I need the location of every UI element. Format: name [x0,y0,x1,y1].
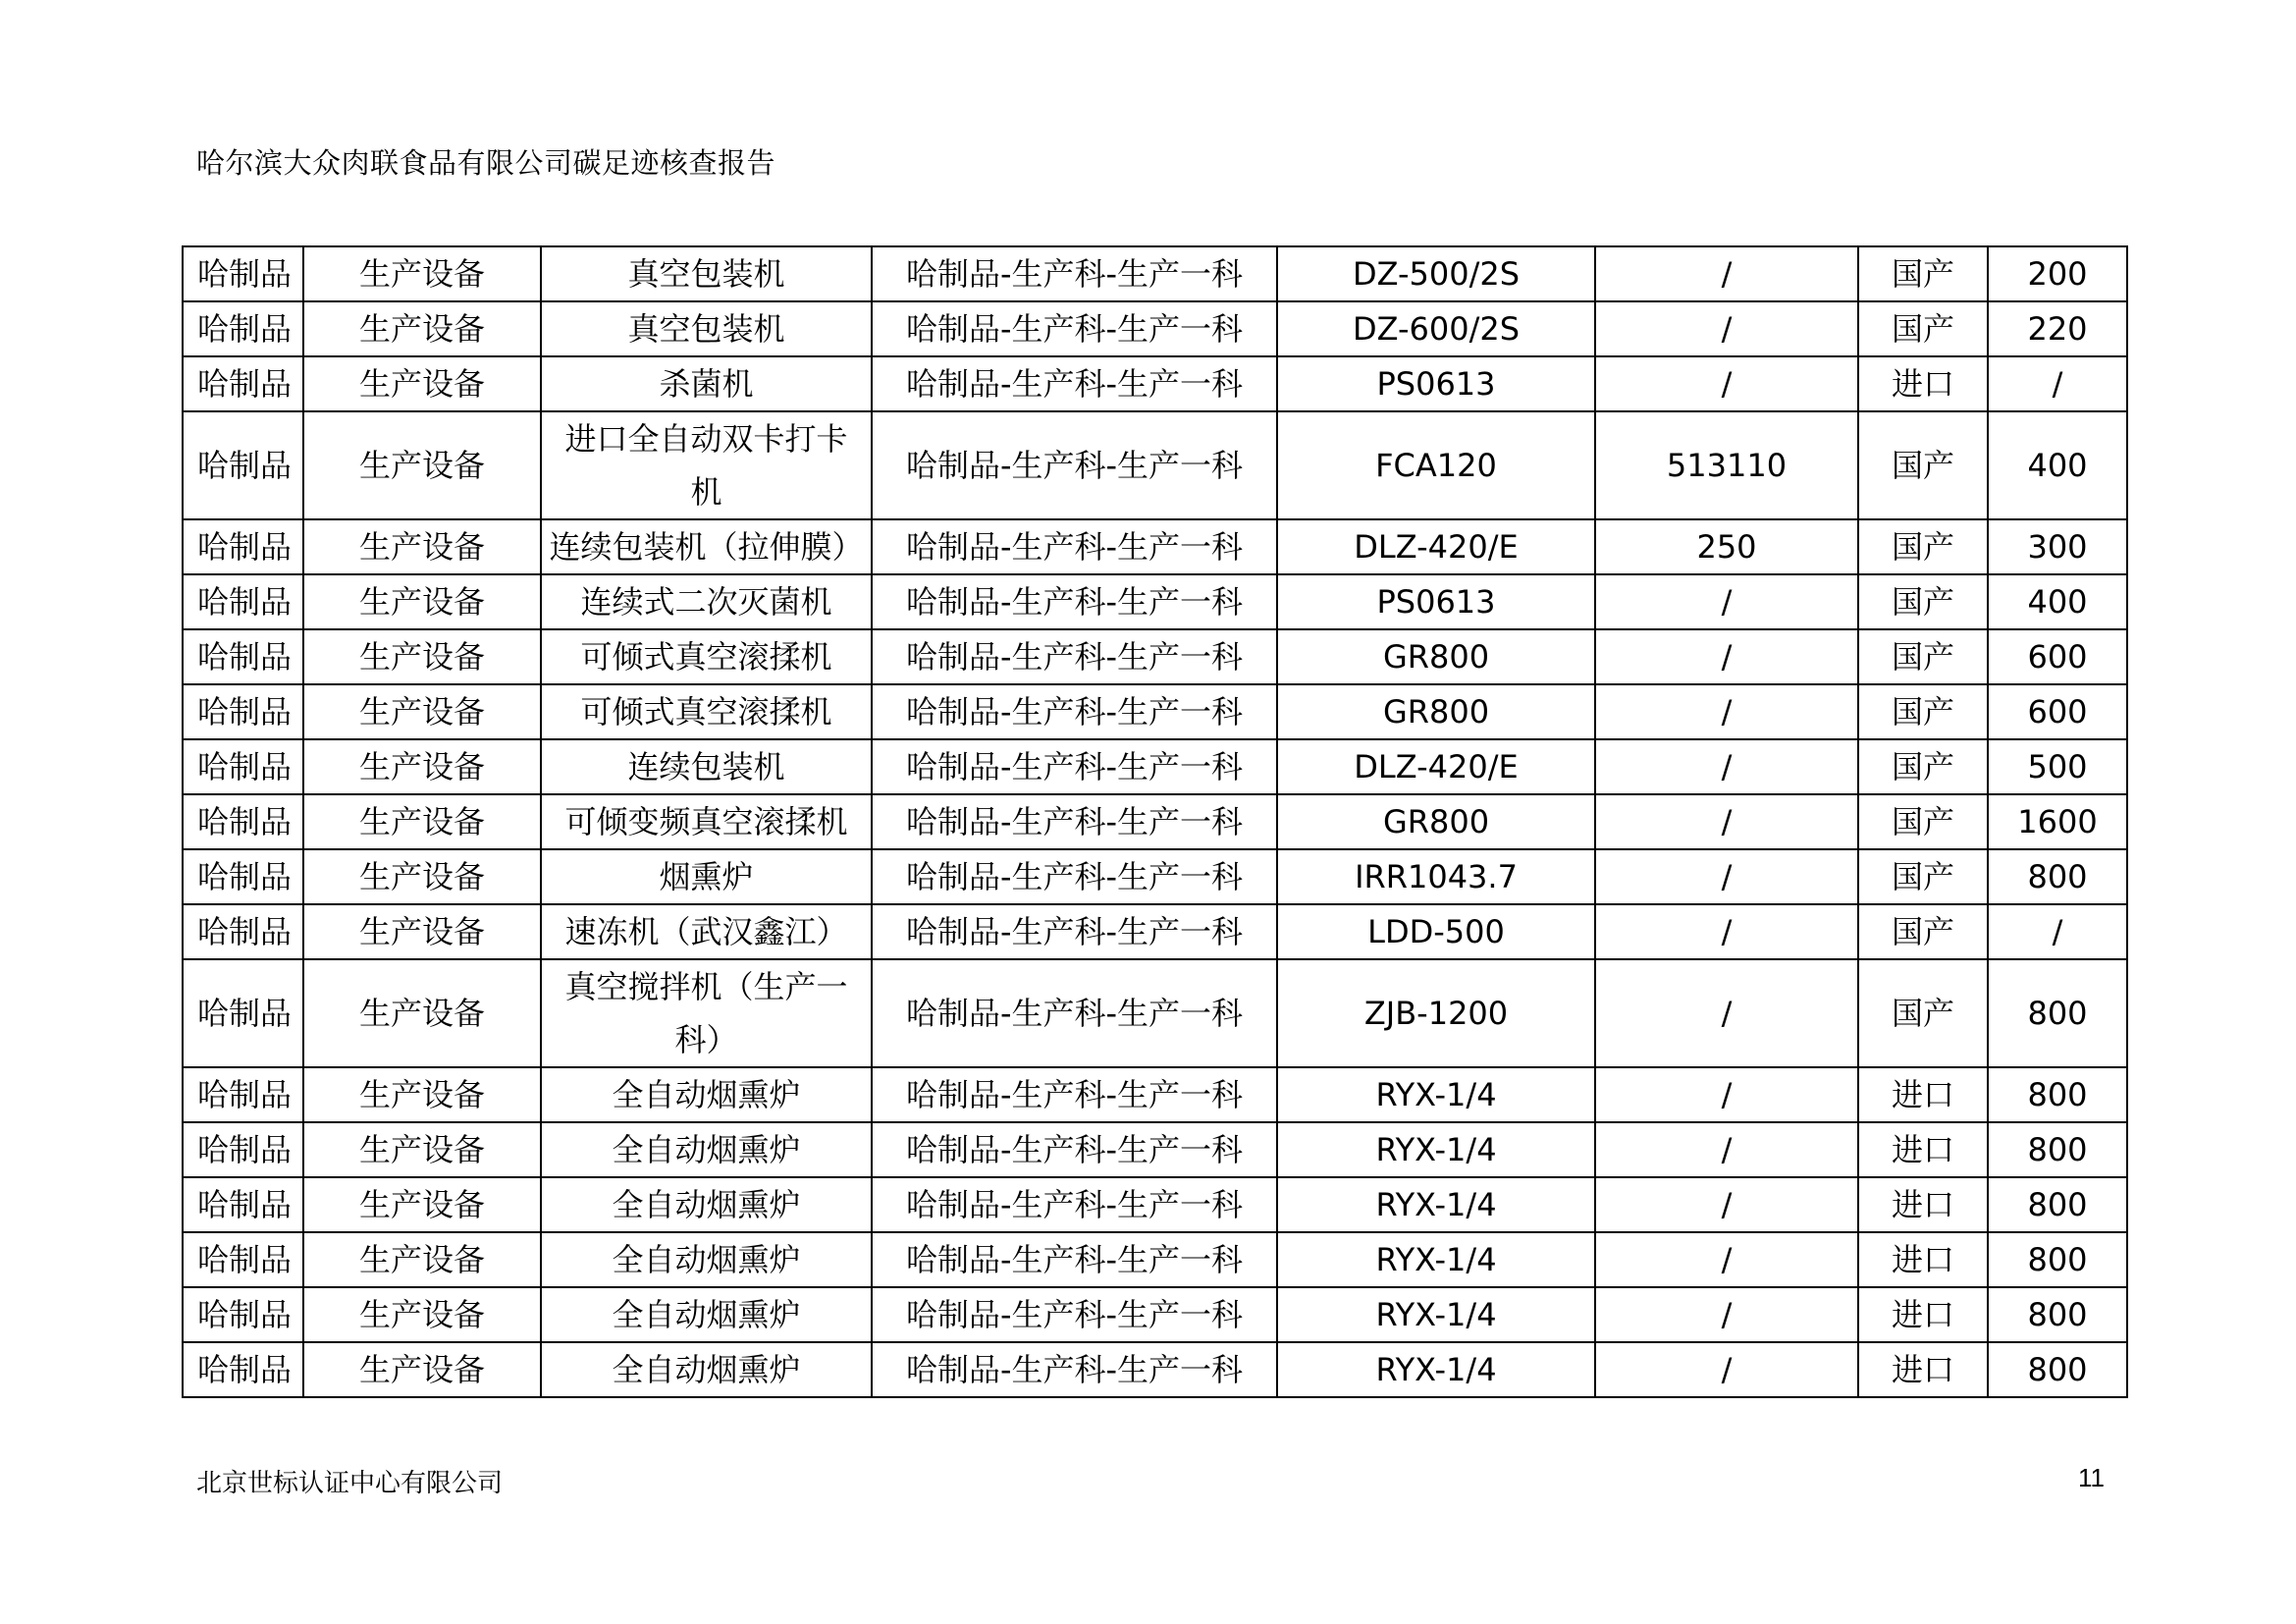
table-row [183,739,2127,794]
cell-value: 800 [1988,849,2127,904]
cell-origin: 国产 [1858,301,1988,356]
cell-unit: 哈制品 [183,301,303,356]
cell-equipment-name: 连续包装机 [541,739,872,794]
cell-value: 200 [1988,246,2127,301]
cell-category: 生产设备 [303,684,541,739]
cell-unit: 哈制品 [183,574,303,629]
cell-equipment-name: 全自动烟熏炉 [541,1177,872,1232]
cell-col6: / [1595,959,1858,1067]
cell-equipment-name: 全自动烟熏炉 [541,1232,872,1287]
table-row [183,574,2127,629]
table-row [183,1122,2127,1177]
table-row [183,1287,2127,1342]
cell-origin: 国产 [1858,629,1988,684]
cell-category: 生产设备 [303,519,541,574]
cell-department: 哈制品-生产科-生产一科 [872,356,1277,411]
cell-col6: / [1595,1177,1858,1232]
cell-department: 哈制品-生产科-生产一科 [872,1122,1277,1177]
cell-department: 哈制品-生产科-生产一科 [872,794,1277,849]
cell-equipment-name: 真空包装机 [541,301,872,356]
cell-value: 800 [1988,1122,2127,1177]
cell-model: RYX-1/4 [1277,1342,1595,1397]
cell-department: 哈制品-生产科-生产一科 [872,959,1277,1067]
cell-col6: / [1595,356,1858,411]
table-row [183,519,2127,574]
cell-col6: / [1595,301,1858,356]
cell-department: 哈制品-生产科-生产一科 [872,1342,1277,1397]
cell-category: 生产设备 [303,574,541,629]
cell-department: 哈制品-生产科-生产一科 [872,301,1277,356]
cell-origin: 国产 [1858,849,1988,904]
cell-value: 800 [1988,1067,2127,1122]
cell-equipment-name: 可倾变频真空滚揉机 [541,794,872,849]
cell-category: 生产设备 [303,904,541,959]
cell-model: DZ-600/2S [1277,301,1595,356]
cell-department: 哈制品-生产科-生产一科 [872,1067,1277,1122]
cell-origin: 国产 [1858,904,1988,959]
cell-unit: 哈制品 [183,1122,303,1177]
cell-equipment-name: 全自动烟熏炉 [541,1067,872,1122]
cell-department: 哈制品-生产科-生产一科 [872,739,1277,794]
cell-col6: / [1595,739,1858,794]
cell-model: DLZ-420/E [1277,739,1595,794]
cell-origin: 进口 [1858,356,1988,411]
cell-category: 生产设备 [303,1122,541,1177]
cell-department: 哈制品-生产科-生产一科 [872,246,1277,301]
cell-model: IRR1043.7 [1277,849,1595,904]
table-row [183,904,2127,959]
cell-origin: 进口 [1858,1177,1988,1232]
cell-value: 220 [1988,301,2127,356]
cell-model: DZ-500/2S [1277,246,1595,301]
cell-col6: / [1595,794,1858,849]
cell-model: RYX-1/4 [1277,1177,1595,1232]
cell-equipment-name: 杀菌机 [541,356,872,411]
cell-unit: 哈制品 [183,246,303,301]
cell-category: 生产设备 [303,246,541,301]
cell-value: 800 [1988,959,2127,1067]
cell-model: RYX-1/4 [1277,1067,1595,1122]
cell-model: LDD-500 [1277,904,1595,959]
table-row [183,794,2127,849]
cell-category: 生产设备 [303,739,541,794]
cell-department: 哈制品-生产科-生产一科 [872,519,1277,574]
cell-origin: 国产 [1858,411,1988,519]
cell-col6: / [1595,1232,1858,1287]
page-footer-company: 北京世标认证中心有限公司 [196,1469,504,1498]
cell-unit: 哈制品 [183,519,303,574]
table-row [183,629,2127,684]
cell-category: 生产设备 [303,1067,541,1122]
cell-col6: / [1595,904,1858,959]
cell-value: 300 [1988,519,2127,574]
cell-value: 1600 [1988,794,2127,849]
cell-col6: / [1595,1067,1858,1122]
cell-equipment-name: 连续式二次灭菌机 [541,574,872,629]
cell-equipment-name: 速冻机（武汉鑫江） [541,904,872,959]
cell-model: DLZ-420/E [1277,519,1595,574]
cell-equipment-name: 可倾式真空滚揉机 [541,629,872,684]
cell-origin: 进口 [1858,1122,1988,1177]
cell-category: 生产设备 [303,1232,541,1287]
cell-origin: 国产 [1858,574,1988,629]
cell-value: / [1988,356,2127,411]
table-row [183,301,2127,356]
cell-value: 800 [1988,1177,2127,1232]
cell-unit: 哈制品 [183,1342,303,1397]
cell-model: GR800 [1277,794,1595,849]
cell-origin: 国产 [1858,959,1988,1067]
cell-value: 800 [1988,1232,2127,1287]
cell-value: 400 [1988,574,2127,629]
cell-col6: / [1595,1342,1858,1397]
cell-col6: / [1595,684,1858,739]
cell-equipment-name: 连续包装机（拉伸膜） [541,519,872,574]
table-row [183,1342,2127,1397]
cell-unit: 哈制品 [183,411,303,519]
equipment-table [182,245,2128,1398]
cell-col6: / [1595,246,1858,301]
cell-category: 生产设备 [303,849,541,904]
cell-equipment-name: 真空搅拌机（生产一科） [541,959,872,1067]
cell-category: 生产设备 [303,629,541,684]
cell-department: 哈制品-生产科-生产一科 [872,1232,1277,1287]
table-row [183,356,2127,411]
table-row [183,1177,2127,1232]
cell-unit: 哈制品 [183,1177,303,1232]
cell-unit: 哈制品 [183,356,303,411]
cell-origin: 国产 [1858,794,1988,849]
cell-model: PS0613 [1277,574,1595,629]
table-row [183,1232,2127,1287]
cell-category: 生产设备 [303,1177,541,1232]
cell-value: 800 [1988,1287,2127,1342]
cell-unit: 哈制品 [183,684,303,739]
cell-department: 哈制品-生产科-生产一科 [872,629,1277,684]
cell-department: 哈制品-生产科-生产一科 [872,411,1277,519]
cell-model: RYX-1/4 [1277,1287,1595,1342]
cell-model: RYX-1/4 [1277,1232,1595,1287]
cell-value: / [1988,904,2127,959]
cell-origin: 国产 [1858,519,1988,574]
cell-value: 500 [1988,739,2127,794]
cell-col6: 250 [1595,519,1858,574]
cell-model: FCA120 [1277,411,1595,519]
cell-unit: 哈制品 [183,904,303,959]
cell-department: 哈制品-生产科-生产一科 [872,684,1277,739]
cell-category: 生产设备 [303,959,541,1067]
cell-unit: 哈制品 [183,1067,303,1122]
table-row [183,411,2127,519]
cell-department: 哈制品-生产科-生产一科 [872,1287,1277,1342]
cell-department: 哈制品-生产科-生产一科 [872,904,1277,959]
cell-unit: 哈制品 [183,739,303,794]
cell-value: 600 [1988,684,2127,739]
cell-department: 哈制品-生产科-生产一科 [872,849,1277,904]
cell-col6: / [1595,1122,1858,1177]
cell-department: 哈制品-生产科-生产一科 [872,1177,1277,1232]
cell-category: 生产设备 [303,794,541,849]
cell-equipment-name: 进口全自动双卡打卡机 [541,411,872,519]
cell-unit: 哈制品 [183,959,303,1067]
cell-model: PS0613 [1277,356,1595,411]
cell-category: 生产设备 [303,356,541,411]
cell-origin: 进口 [1858,1342,1988,1397]
cell-col6: 513110 [1595,411,1858,519]
cell-origin: 国产 [1858,739,1988,794]
cell-equipment-name: 全自动烟熏炉 [541,1122,872,1177]
cell-value: 400 [1988,411,2127,519]
cell-origin: 国产 [1858,246,1988,301]
cell-col6: / [1595,1287,1858,1342]
cell-col6: / [1595,849,1858,904]
cell-model: GR800 [1277,629,1595,684]
cell-unit: 哈制品 [183,849,303,904]
cell-origin: 国产 [1858,684,1988,739]
table-row [183,1067,2127,1122]
cell-model: RYX-1/4 [1277,1122,1595,1177]
cell-unit: 哈制品 [183,629,303,684]
cell-col6: / [1595,574,1858,629]
cell-model: ZJB-1200 [1277,959,1595,1067]
cell-value: 600 [1988,629,2127,684]
cell-unit: 哈制品 [183,1287,303,1342]
cell-department: 哈制品-生产科-生产一科 [872,574,1277,629]
cell-category: 生产设备 [303,411,541,519]
page-number: 11 [2078,1463,2105,1492]
cell-category: 生产设备 [303,1342,541,1397]
cell-col6: / [1595,629,1858,684]
cell-model: GR800 [1277,684,1595,739]
cell-equipment-name: 烟熏炉 [541,849,872,904]
cell-category: 生产设备 [303,1287,541,1342]
cell-equipment-name: 真空包装机 [541,246,872,301]
table-row [183,959,2127,1067]
cell-equipment-name: 全自动烟熏炉 [541,1287,872,1342]
cell-equipment-name: 可倾式真空滚揉机 [541,684,872,739]
page-header-title: 哈尔滨大众肉联食品有限公司碳足迹核查报告 [196,146,776,180]
cell-origin: 进口 [1858,1232,1988,1287]
cell-equipment-name: 全自动烟熏炉 [541,1342,872,1397]
cell-origin: 进口 [1858,1067,1988,1122]
cell-category: 生产设备 [303,301,541,356]
table-row [183,684,2127,739]
cell-value: 800 [1988,1342,2127,1397]
table-row [183,246,2127,301]
cell-unit: 哈制品 [183,1232,303,1287]
cell-unit: 哈制品 [183,794,303,849]
table-row [183,849,2127,904]
cell-origin: 进口 [1858,1287,1988,1342]
